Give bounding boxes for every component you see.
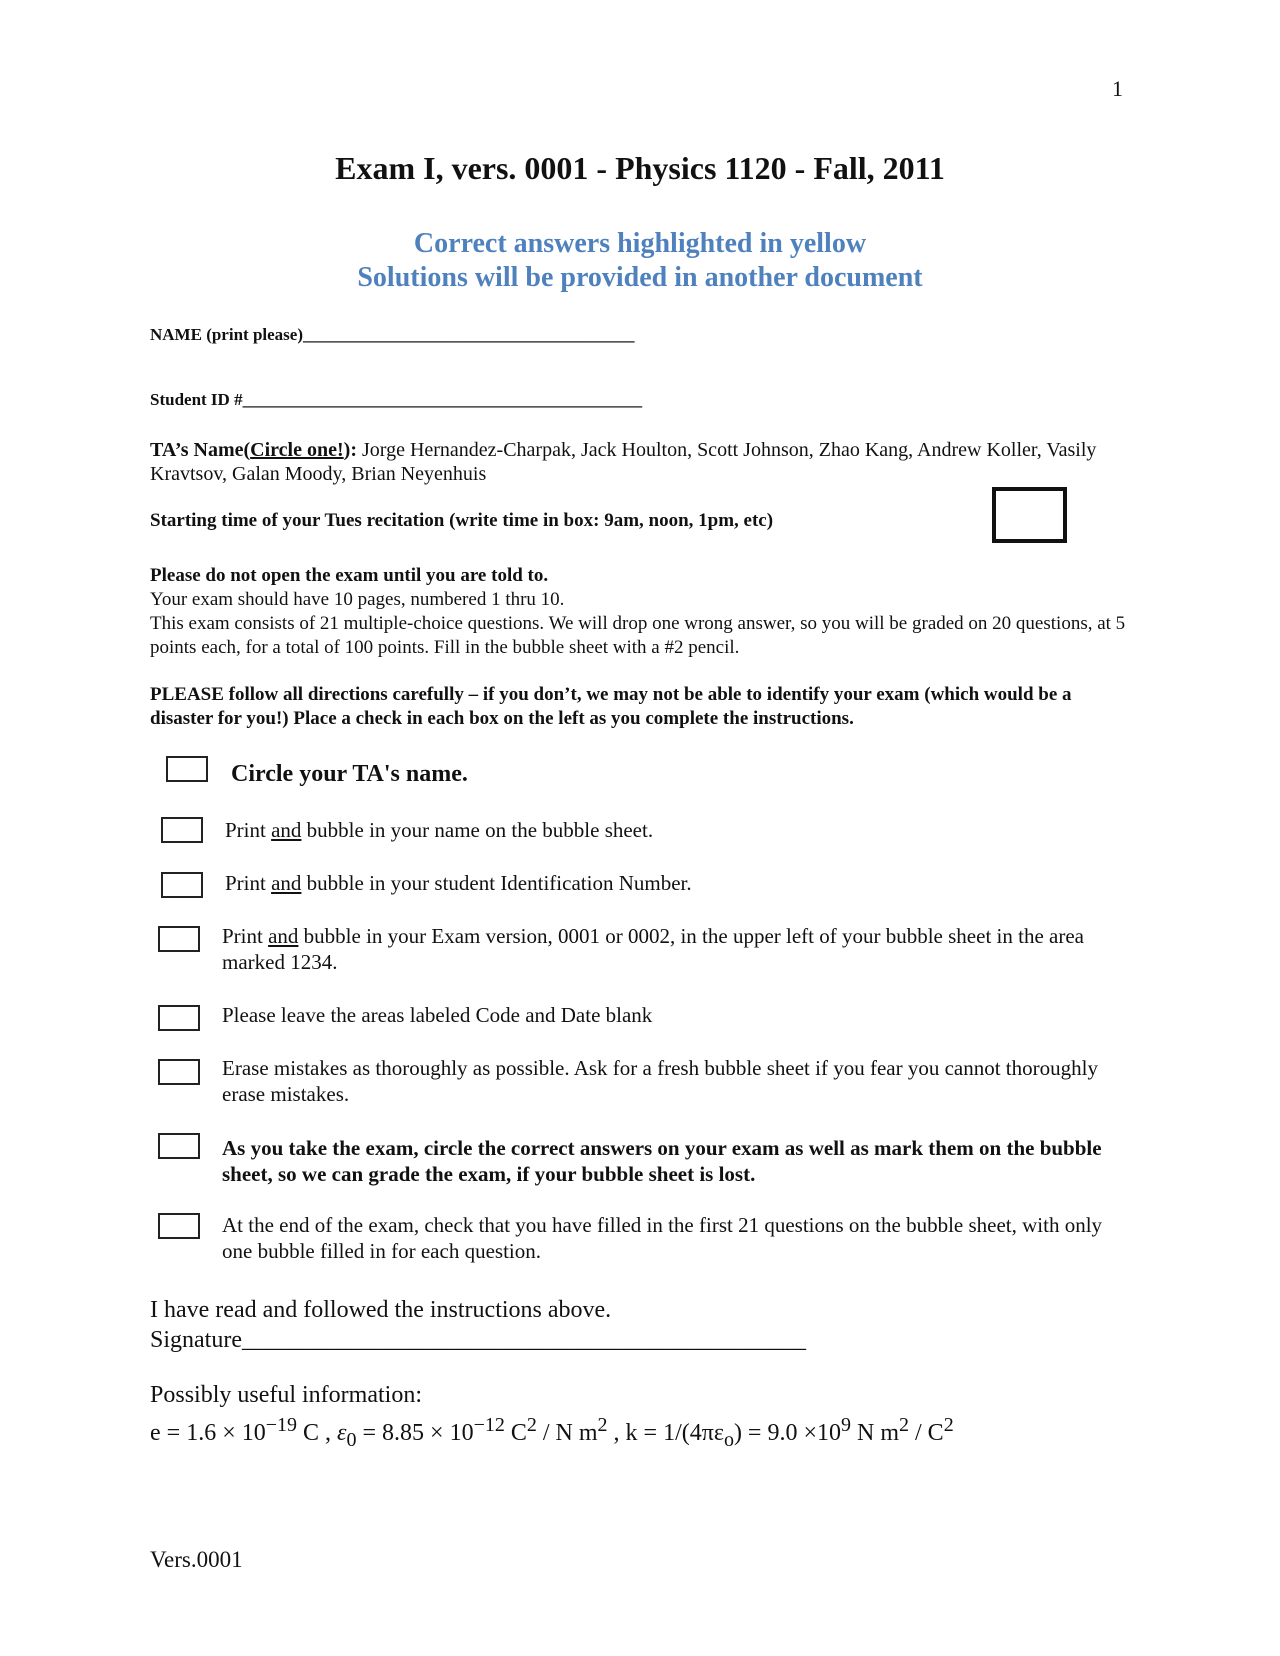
epsilon-unit: C <box>504 1420 527 1446</box>
square-exponent: 2 <box>899 1414 909 1436</box>
checkbox-print-name[interactable] <box>161 817 203 843</box>
checkbox-exam-version[interactable] <box>158 926 200 952</box>
checklist-item-circle-answers: As you take the exam, circle the correct answers on your exam as well as mark them on the bubble sheet, so we can grade the exam, if your bubble sheet is lost. <box>222 1136 1102 1186</box>
e-value: e = 1.6 × 10 <box>150 1420 266 1446</box>
recitation-time-box[interactable] <box>992 487 1067 543</box>
please-follow-text <box>150 683 1130 731</box>
signature-block <box>150 1295 806 1355</box>
print-word: Print <box>225 818 272 842</box>
ta-name-list[interactable]: Jorge Hernandez-Charpak, Jack Houlton, Scott Johnson, Zhao Kang, Andrew Koller, Vasily Kravtsov, Galan Moody, Brian Neyenhuis <box>150 439 1097 485</box>
answers-note: Correct answers highlighted in yellow <box>413 228 867 259</box>
e-exponent: −19 <box>265 1414 298 1436</box>
square-exponent: 2 <box>597 1414 608 1436</box>
constants-formula <box>150 1414 954 1452</box>
consists-text: This exam consists of 21 multiple-choice questions. We will drop one wrong answer, so you will be graded on 20 questions, at 5 points each, for a total of 100 points. Fill in the bubble sheet with a #2 pencil. <box>150 613 1126 658</box>
square-exponent: 2 <box>943 1414 954 1436</box>
recitation-time-label: Starting time of your Tues recitation (write time in box: 9am, noon, 1pm, etc) <box>150 510 774 531</box>
ta-label-circle: Circle one! <box>250 439 344 461</box>
item-text: bubble in your student Identification Number. <box>301 871 692 895</box>
student-id-field[interactable]: Student ID #_______________________________________________ <box>150 390 643 409</box>
checklist-item-circle-ta: Circle your TA's name. <box>231 761 468 787</box>
and-word: and <box>271 818 302 842</box>
checkbox-circle-answers[interactable] <box>158 1133 200 1159</box>
k-value: ) = 9.0 ×10 <box>733 1420 841 1446</box>
item-text: bubble in your Exam version, 0001 or 0002, in the upper left of your bubble sheet in the area marked 1234. <box>222 924 1084 974</box>
k-subscript: o <box>723 1428 734 1451</box>
checkbox-erase[interactable] <box>158 1059 200 1085</box>
k-unit: N m <box>851 1420 899 1446</box>
checklist-item-exam-version <box>222 923 1122 975</box>
k-unit-2: / C <box>909 1420 944 1446</box>
version-footer: Vers.0001 <box>150 1547 243 1572</box>
checkbox-final-check[interactable] <box>158 1213 200 1239</box>
epsilon-symbol: ε <box>337 1420 347 1446</box>
do-not-open-text: Please do not open the exam until you are told to. <box>150 565 549 586</box>
ta-label-pre: TA’s Name( <box>150 439 251 461</box>
epsilon-value: = 8.85 × 10 <box>356 1420 474 1446</box>
print-word: Print <box>222 924 269 948</box>
checkbox-print-id[interactable] <box>161 872 203 898</box>
and-word: and <box>271 871 302 895</box>
ta-label-post: ): <box>343 439 357 461</box>
checklist-item-erase: Erase mistakes as thoroughly as possible. Ask for a fresh bubble sheet if you fear you cannot thoroughly erase mistakes. <box>222 1056 1098 1106</box>
instructions <box>150 564 1130 660</box>
epsilon-unit-2: / N m <box>536 1420 598 1446</box>
checklist-item-final-check: At the end of the exam, check that you have filled in the first 21 questions on the bubble sheet, with only one bubble filled in for each question. <box>222 1213 1103 1263</box>
square-exponent: 2 <box>526 1414 537 1436</box>
item-text: bubble in your name on the bubble sheet. <box>301 818 654 842</box>
checklist-item-print-id <box>225 870 1125 896</box>
epsilon-exponent: −12 <box>473 1414 505 1436</box>
checklist-item-print-name <box>225 817 1125 843</box>
k-exponent: 9 <box>841 1414 851 1436</box>
checkbox-code-date[interactable] <box>158 1005 200 1031</box>
and-word: and <box>268 924 299 948</box>
e-unit: C , <box>297 1420 338 1446</box>
print-word: Print <box>225 871 272 895</box>
page-title: Exam I, vers. 0001 - Physics 1120 - Fall, 2011 <box>335 150 945 186</box>
signature-line[interactable]: Signature_______________________________________________ <box>150 1327 806 1353</box>
name-field[interactable]: NAME (print please)_______________________________________ <box>150 325 635 344</box>
checkbox-circle-ta[interactable] <box>166 756 208 782</box>
statement-text: I have read and followed the instructions above. <box>150 1297 612 1323</box>
k-label: , k = 1/(4πε <box>607 1420 724 1446</box>
useful-info-label: Possibly useful information: <box>150 1382 422 1408</box>
solutions-note: Solutions will be provided in another document <box>357 262 923 293</box>
ta-names <box>150 438 1110 486</box>
epsilon-subscript: 0 <box>346 1428 357 1451</box>
checklist-item-code-date: Please leave the areas labeled Code and Date blank <box>222 1003 653 1027</box>
page-number: 1 <box>1112 76 1123 101</box>
please-follow-bold: PLEASE follow all directions carefully – if you don’t, we may not be able to identify your exam (which would be a disaster for you!) Place a check in each box on the left as you complete the instructions. <box>150 684 1072 729</box>
pages-text: Your exam should have 10 pages, numbered 1 thru 10. <box>150 589 565 610</box>
